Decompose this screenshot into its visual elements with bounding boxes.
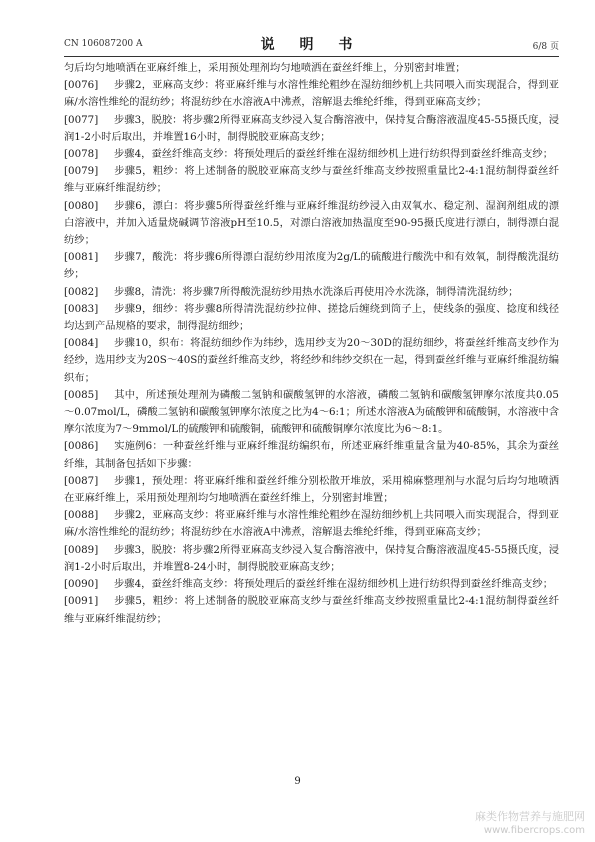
paragraph-number: [0081] xyxy=(64,251,99,264)
paragraph xyxy=(64,198,559,250)
paragraph-number: [0077] xyxy=(64,113,99,126)
paragraph xyxy=(64,335,559,387)
paragraph xyxy=(64,112,559,146)
page-header xyxy=(64,34,559,57)
paragraph-text: 步骤2，亚麻高支纱：将亚麻纤维与水溶性维纶粗纱在湿纺细纱机上共同喂入而实现混合，得到亚麻/水溶性维纶的混纺纱；将混纺纱在水溶液A中沸煮，溶解退去维纶纤维，得到亚麻高支纱； xyxy=(64,509,559,539)
paragraph-number: [0078] xyxy=(64,148,99,161)
paragraph xyxy=(64,507,559,541)
paragraph-number: [0087] xyxy=(64,474,99,487)
paragraph-number: [0083] xyxy=(64,302,99,315)
publication-number: CN 106087200 A xyxy=(64,39,143,49)
document-title: 说 明 书 xyxy=(260,37,363,53)
paragraph xyxy=(64,284,559,301)
paragraph-text: 步骤3，脱胶：将步骤2所得亚麻高支纱浸入复合酶溶液中，保持复合酶溶液温度45-55摄氏度，浸润1-2小时后取出，并堆置8-24小时，制得脱胶亚麻高支纱； xyxy=(64,543,559,573)
page-info: 6/8 页 xyxy=(532,42,559,52)
paragraph xyxy=(64,77,559,111)
paragraph-text: 步骤4，蚕丝纤维高支纱：将预处理后的蚕丝纤维在湿纺细纱机上进行纺织得到蚕丝纤维高支纱； xyxy=(114,148,554,161)
paragraph-text: 步骤10，织布：将混纺细纱作为纬纱，选用纱支为20～30D的混纺细纱，将蚕丝纤维高支纱作为经纱，选用纱支为20S～40S的蚕丝纤维高支纱，将经纱和纬纱交织在一起，得到蚕丝纤维与亚麻纤维混纺编织布； xyxy=(64,337,559,384)
paragraph-text: 步骤7，酸洗：将步骤6所得漂白混纺纱用浓度为2g/L的硫酸进行酸洗中和有效氧，制得酸洗混纺纱； xyxy=(64,251,559,281)
paragraph-number: [0084] xyxy=(64,337,99,350)
paragraph-number: [0082] xyxy=(64,285,99,298)
paragraph-text: 其中，所述预处理剂为磷酸二氢钠和碳酸氢钾的水溶液，磷酸二氢钠和碳酸氢钾摩尔浓度共0.05～0.07mol/L，磷酸二氢钠和碳酸氢钾摩尔浓度之比为4～6:1；所述水溶液A为硫酸钾和硫酸铜，水溶液中含摩尔浓度为7～9mmol/L的硫酸钾和硫酸铜，硫酸钾和硫酸铜摩尔浓度比为6～8:1。 xyxy=(64,388,559,436)
paragraph-text: 步骤1，预处理：将亚麻纤维和蚕丝纤维分别松散开堆放，采用棉麻整理剂与水混匀后均匀地喷洒在亚麻纤维上，采用预处理剂均匀地喷洒在蚕丝纤维上，分别密封堆置； xyxy=(64,474,559,505)
paragraph xyxy=(64,387,559,439)
paragraph-text: 步骤5，粗纱：将上述制备的脱胶亚麻高支纱与蚕丝纤维高支纱按照重量比2-4:1混纺制得蚕丝纤维与亚麻纤维混纺纱； xyxy=(64,165,559,195)
watermark-text: 麻类作物营养与施肥网 xyxy=(475,810,585,823)
watermark xyxy=(475,810,585,838)
paragraph-number: [0089] xyxy=(64,543,99,556)
paragraph-text: 步骤6，漂白：将步骤5所得蚕丝纤维与亚麻纤维混纺纱浸入由双氧水、稳定剂、湿润剂组成的漂白溶液中，并加入适量烧碱调节溶液pH至10.5，对漂白溶液加热温度至90-95摄氏度进行漂白，制得漂白混纺纱； xyxy=(64,199,559,247)
paragraph-text: 步骤3，脱胶：将步骤2所得亚麻高支纱浸入复合酶溶液中，保持复合酶溶液温度45-55摄氏度，浸润1-2小时后取出，并堆置16小时，制得脱胶亚麻高支纱； xyxy=(64,113,559,143)
paragraph-number: [0079] xyxy=(64,165,99,178)
paragraph-continued xyxy=(64,60,559,77)
paragraph-number: [0085] xyxy=(64,388,99,401)
paragraph xyxy=(64,593,559,627)
paragraph xyxy=(64,438,559,472)
paragraph xyxy=(64,249,559,283)
paragraph-number: [0090] xyxy=(64,578,99,591)
paragraph-text: 实施例6：一种蚕丝纤维与亚麻纤维混纺编织布，所述亚麻纤维重量含量为40-85%，其余为蚕丝纤维，其制备包括如下步骤： xyxy=(64,440,559,470)
paragraph-text: 步骤4，蚕丝纤维高支纱：将预处理后的蚕丝纤维在湿纺细纱机上进行纺织得到蚕丝纤维高支纱； xyxy=(114,578,554,591)
paragraph-number: [0076] xyxy=(64,79,99,92)
paragraph-number: [0088] xyxy=(64,509,99,522)
paragraph-number: [0091] xyxy=(64,595,99,608)
paragraph-number: [0086] xyxy=(64,440,99,453)
paragraph-text: 步骤2，亚麻高支纱：将亚麻纤维与水溶性维纶粗纱在湿纺细纱机上共同喂入而实现混合，得到亚麻/水溶性维纶的混纺纱；将混纺纱在水溶液A中沸煮，溶解退去维纶纤维，得到亚麻高支纱； xyxy=(64,79,559,109)
paragraph-number: [0080] xyxy=(64,199,99,212)
paragraph-text: 步骤5，粗纱：将上述制备的脱胶亚麻高支纱与蚕丝纤维高支纱按照重量比2-4:1混纺制得蚕丝纤维与亚麻纤维混纺纱； xyxy=(64,595,559,625)
paragraph xyxy=(64,146,559,163)
paragraph-text: 步骤8，清洗：将步骤7所得酸洗混纺纱用热水洗涤后再使用冷水洗涤，制得清洗混纺纱； xyxy=(114,285,519,298)
page-number: 9 xyxy=(294,776,301,787)
document-body xyxy=(64,60,559,628)
paragraph-text: 步骤9，细纱：将步骤8所得清洗混纺纱拉伸、搓捻后缠绕到筒子上，使线条的强度、捻度和线径均达到产品规格的要求，制得混纺细纱； xyxy=(64,302,559,333)
paragraph-text: 匀后均匀地喷洒在亚麻纤维上，采用预处理剂均匀地喷洒在蚕丝纤维上，分别密封堆置； xyxy=(64,62,466,74)
paragraph xyxy=(64,542,559,576)
paragraph xyxy=(64,576,559,593)
paragraph xyxy=(64,301,559,335)
paragraph xyxy=(64,473,559,507)
paragraph xyxy=(64,163,559,197)
watermark-url: www.fibercrops.com xyxy=(483,825,585,836)
